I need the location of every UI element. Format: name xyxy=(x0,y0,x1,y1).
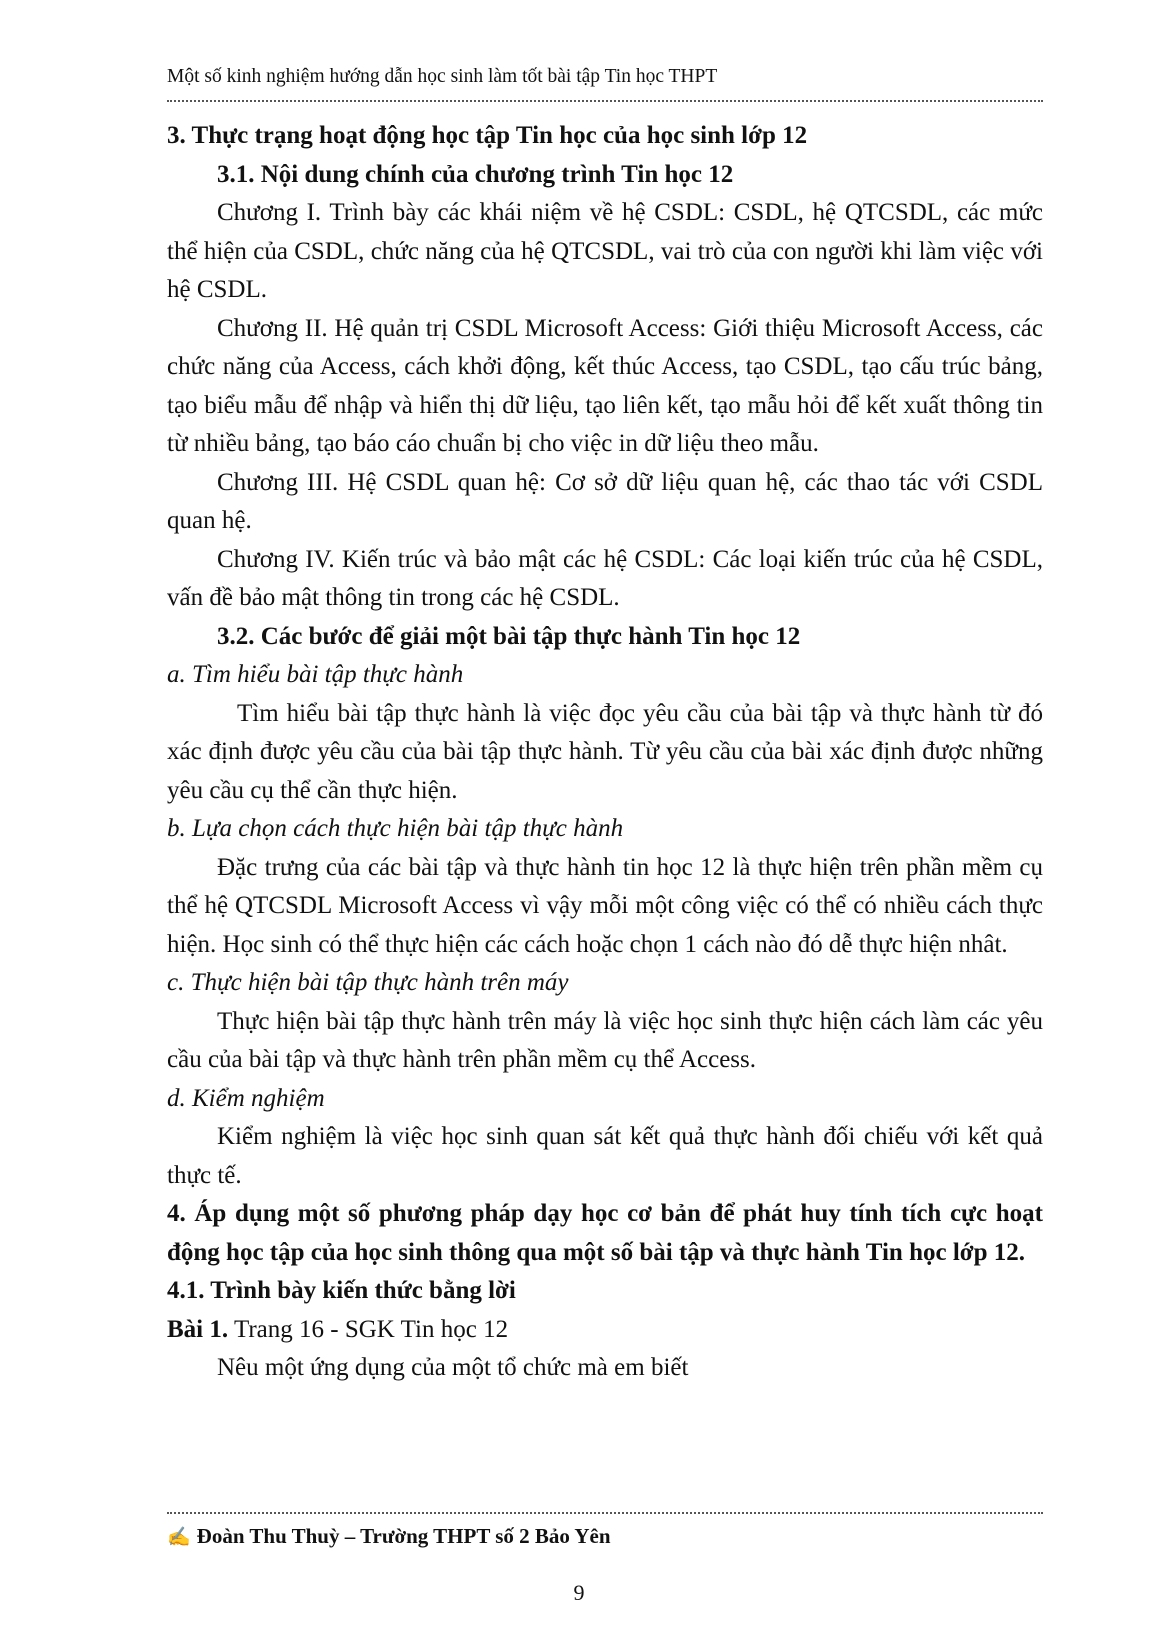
exercise-1-label: Bài 1. xyxy=(167,1315,229,1343)
chapter-1-paragraph: Chương I. Trình bày các khái niệm về hệ CSDL: CSDL, hệ QTCSDL, các mức thể hiện của CSDL, chức năng của hệ QTCSDL, vai trò của con người khi làm việc với hệ CSDL. xyxy=(167,199,1043,303)
writing-hand-icon: ✍ xyxy=(167,1527,191,1548)
step-c-paragraph: Thực hiện bài tập thực hành trên máy là việc học sinh thực hiện cách làm các yêu cầu của bài tập và thực hành trên phần mềm cụ thể Access. xyxy=(167,1007,1043,1073)
step-a-heading: a. Tìm hiểu bài tập thực hành xyxy=(167,661,464,688)
step-b-paragraph: Đặc trưng của các bài tập và thực hành tin học 12 là thực hiện trên phần mềm cụ thể hệ QTCSDL Microsoft Access vì vậy mỗi một công việc có thể có nhiều cách thực hiện. Học sinh có thể thực hiện các cách hoặc chọn 1 cách nào đó dễ thực hiện nhât. xyxy=(167,853,1043,958)
running-header: Một số kinh nghiệm hướng dẫn học sinh làm tốt bài tập Tin học THPT xyxy=(167,66,718,87)
header-divider xyxy=(167,100,1043,102)
step-b-heading: b. Lựa chọn cách thực hiện bài tập thực hành xyxy=(167,815,624,842)
exercise-1-line xyxy=(167,1311,1043,1350)
page-number: 9 xyxy=(573,1580,585,1605)
footer-author-line xyxy=(167,1524,611,1549)
section-3-heading: 3. Thực trạng hoạt động học tập Tin học của học sinh lớp 12 xyxy=(167,122,808,149)
step-d-heading: d. Kiểm nghiệm xyxy=(167,1084,325,1112)
step-c-heading: c. Thực hiện bài tập thực hành trên máy xyxy=(167,969,569,996)
section-3-1-heading: 3.1. Nội dung chính của chương trình Tin học 12 xyxy=(217,160,734,188)
step-a-paragraph: Tìm hiểu bài tập thực hành là việc đọc yêu cầu của bài tập và thực hành từ đó xác định được yêu cầu của bài tập thực hành. Từ yêu cầu của bài xác định được những yêu cầu cụ thể cần thực hiện. xyxy=(167,699,1043,804)
chapter-4-paragraph: Chương IV. Kiến trúc và bảo mật các hệ CSDL: Các loại kiến trúc của hệ CSDL, vấn đề bảo mật thông tin trong các hệ CSDL. xyxy=(167,545,1043,611)
section-4-1-heading: 4.1. Trình bày kiến thức bằng lời xyxy=(167,1277,516,1304)
section-3-2-heading: 3.2. Các bước để giải một bài tập thực hành Tin học 12 xyxy=(217,622,801,650)
footer-author: Đoàn Thu Thuỳ – Trường THPT số 2 Bảo Yên xyxy=(196,1524,611,1548)
chapter-2-paragraph: Chương II. Hệ quản trị CSDL Microsoft Access: Giới thiệu Microsoft Access, các chức năng của Access, cách khởi động, kết thúc Access, tạo CSDL, tạo cấu trúc bảng, tạo biểu mẫu để nhập và hiển thị dữ liệu, tạo liên kết, tạo mẫu hỏi để kết xuất thông tin từ nhiều bảng, tạo báo cáo chuẩn bị cho việc in dữ liệu theo mẫu. xyxy=(167,314,1043,457)
exercise-1-reference: Trang 16 - SGK Tin học 12 xyxy=(233,1315,509,1343)
chapter-3-paragraph: Chương III. Hệ CSDL quan hệ: Cơ sở dữ liệu quan hệ, các thao tác với CSDL quan hệ. xyxy=(167,468,1043,534)
section-4-heading: 4. Áp dụng một số phương pháp dạy học cơ bản để phát huy tính tích cực hoạt động học tập của học sinh thông qua một số bài tập và thực hành Tin học lớp 12. xyxy=(167,1200,1043,1266)
exercise-1-question: Nêu một ứng dụng của một tổ chức mà em biết xyxy=(217,1354,689,1381)
main-content xyxy=(167,117,1043,1388)
footer-divider xyxy=(167,1512,1043,1514)
step-d-paragraph: Kiểm nghiệm là việc học sinh quan sát kết quả thực hành đối chiếu với kết quả thực tế. xyxy=(167,1123,1043,1189)
